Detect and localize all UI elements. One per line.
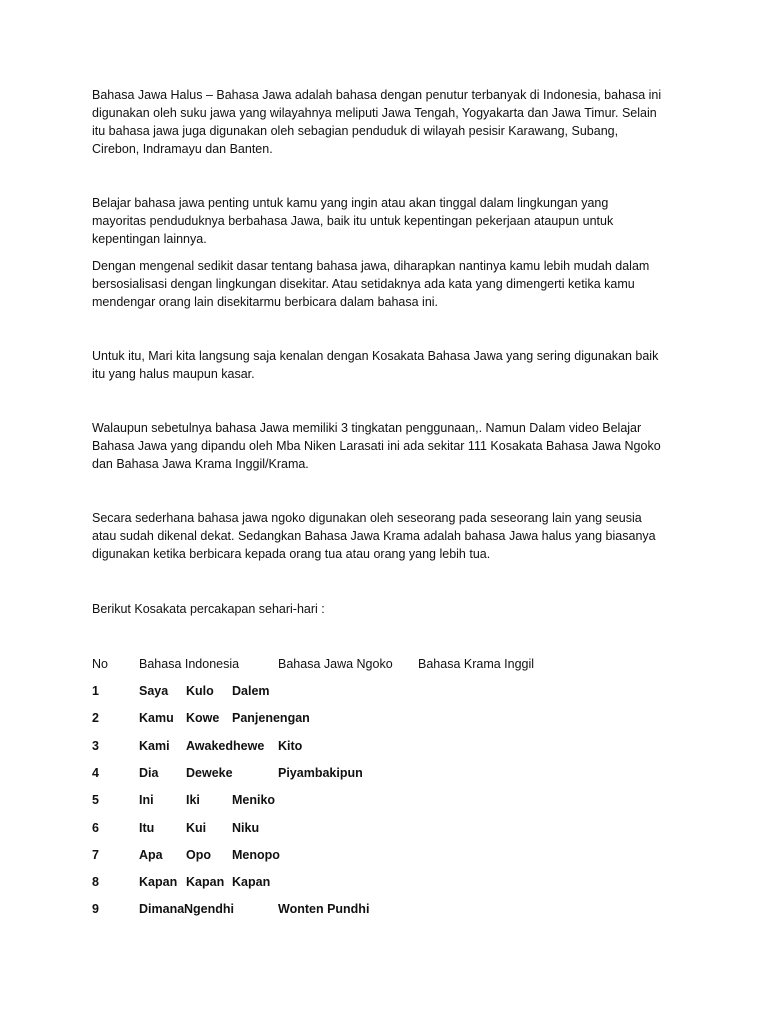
word-indonesia: Kapan xyxy=(139,875,178,889)
word-ngoko: Kowe xyxy=(186,711,220,725)
table-row xyxy=(92,819,492,837)
word-indonesia: Kamu xyxy=(139,711,174,725)
word-indonesia: Dia xyxy=(139,766,159,780)
paragraph-intro xyxy=(92,86,661,158)
word-ngoko: Kui xyxy=(186,821,207,835)
text-line: Dengan mengenal sedikit dasar tentang bahasa jawa, diharapkan nantinya kamu lebih mudah dalam xyxy=(92,259,650,273)
word-krama: Wonten Pundhi xyxy=(278,902,370,916)
table-row xyxy=(92,900,492,918)
row-number: 7 xyxy=(92,848,99,862)
table-row xyxy=(92,873,492,891)
word-krama: Kito xyxy=(278,739,303,753)
word-ngoko: Deweke xyxy=(186,766,233,780)
text-line: mendengar orang lain disekitarmu berbicara dalam bahasa ini. xyxy=(92,295,439,309)
header-bahasa-indonesia: Bahasa Indonesia xyxy=(139,657,240,671)
word-ngoko: Opo xyxy=(186,848,211,862)
paragraph-berikut xyxy=(92,600,325,618)
paragraph-belajar xyxy=(92,194,613,248)
text-line: Bahasa Jawa Halus – Bahasa Jawa adalah bahasa dengan penutur terbanyak di Indonesia, bahasa ini xyxy=(92,88,662,102)
header-bahasa-jawa-ngoko: Bahasa Jawa Ngoko xyxy=(278,657,393,671)
table-row xyxy=(92,846,492,864)
row-number: 3 xyxy=(92,739,99,753)
paragraph-untuk-itu xyxy=(92,347,658,383)
row-number: 8 xyxy=(92,875,99,889)
text-line: mayoritas penduduknya berbahasa Jawa, baik itu untuk kepentingan pekerjaan ataupun untuk xyxy=(92,214,614,228)
text-line: Untuk itu, Mari kita langsung saja kenalan dengan Kosakata Bahasa Jawa yang sering digunakan baik xyxy=(92,349,659,363)
word-ngoko: Iki xyxy=(186,793,200,807)
word-indonesia: Saya xyxy=(139,684,169,698)
text-line: atau sudah dikenal dekat. Sedangkan Bahasa Jawa Krama adalah bahasa Jawa halus yang biasanya xyxy=(92,529,656,543)
paragraph-secara xyxy=(92,509,656,563)
table-row xyxy=(92,682,492,700)
word-ngoko: Ngendhi xyxy=(184,902,234,916)
text-line: digunakan oleh suku jawa yang wilayahnya meliputi Jawa Tengah, Yogyakarta dan Jawa Timur. Selain xyxy=(92,106,657,120)
word-krama: Menopo xyxy=(232,848,280,862)
text-line: itu yang halus maupun kasar. xyxy=(92,367,255,381)
word-krama: Piyambakipun xyxy=(278,766,363,780)
text-line: Belajar bahasa jawa penting untuk kamu yang ingin atau akan tinggal dalam lingkungan yang xyxy=(92,196,609,210)
table-row xyxy=(92,709,492,727)
row-number: 4 xyxy=(92,766,99,780)
word-indonesia: Apa xyxy=(139,848,163,862)
paragraph-mengenal xyxy=(92,257,649,311)
row-number: 6 xyxy=(92,821,99,835)
word-indonesia: Ini xyxy=(139,793,154,807)
text-line: bersosialisasi dengan lingkungan disekitar. Atau setidaknya ada kata yang dimengerti ketika kamu xyxy=(92,277,635,291)
table-row xyxy=(92,791,492,809)
word-krama: Niku xyxy=(232,821,260,835)
text-line: dan Bahasa Jawa Krama Inggil/Krama. xyxy=(92,457,309,471)
word-krama: Dalem xyxy=(232,684,270,698)
row-number: 1 xyxy=(92,684,99,698)
row-number: 5 xyxy=(92,793,99,807)
text-line: Bahasa Jawa yang dipandu oleh Mba Niken Larasati ini ada sekitar 111 Kosakata Bahasa Jawa Ngoko xyxy=(92,439,661,453)
row-number: 9 xyxy=(92,902,99,916)
text-line: Cirebon, Indramayu dan Banten. xyxy=(92,142,273,156)
word-ngoko: Kapan xyxy=(186,875,225,889)
word-indonesia: Dimana xyxy=(139,902,185,916)
header-bahasa-krama-inggil: Bahasa Krama Inggil xyxy=(418,657,535,671)
text-line: Walaupun sebetulnya bahasa Jawa memiliki 3 tingkatan penggunaan,. Namun Dalam video Belajar xyxy=(92,421,642,435)
table-row xyxy=(92,737,492,755)
vocab-table-header xyxy=(92,655,692,673)
text-line: kepentingan lainnya. xyxy=(92,232,207,246)
text-line: Berikut Kosakata percakapan sehari-hari : xyxy=(92,602,325,616)
row-number: 2 xyxy=(92,711,99,725)
word-ngoko: Awakedhewe xyxy=(186,739,265,753)
text-line: Secara sederhana bahasa jawa ngoko digunakan oleh seseorang pada seseorang lain yang seusia xyxy=(92,511,642,525)
text-line: itu bahasa jawa juga digunakan oleh sebagian penduduk di wilayah pesisir Karawang, Subang, xyxy=(92,124,619,138)
word-krama: Meniko xyxy=(232,793,276,807)
header-no: No xyxy=(92,657,108,671)
word-ngoko: Kulo xyxy=(186,684,214,698)
word-indonesia: Kami xyxy=(139,739,170,753)
text-line: digunakan ketika berbicara kepada orang tua atau orang yang lebih tua. xyxy=(92,547,491,561)
paragraph-walaupun xyxy=(92,419,661,473)
word-krama: Kapan xyxy=(232,875,271,889)
word-krama: Panjenengan xyxy=(232,711,310,725)
table-row xyxy=(92,764,492,782)
word-indonesia: Itu xyxy=(139,821,155,835)
